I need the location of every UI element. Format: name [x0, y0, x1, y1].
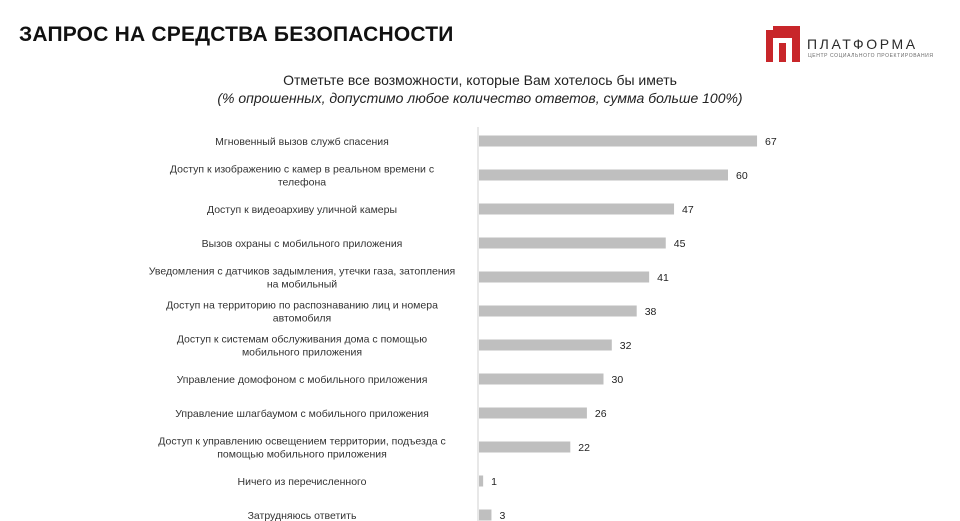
- category-label: Доступ к системам обслуживания дома с помощью: [176, 333, 428, 346]
- value-label: 3: [499, 510, 506, 521]
- category-label: Доступ к видеоархиву уличной камеры: [206, 204, 398, 216]
- category-label: Доступ к управлению освещением территории, подъезда с: [158, 435, 446, 448]
- bar: [479, 204, 674, 215]
- category-label: Управление домофоном с мобильного приложения: [176, 374, 428, 386]
- bar: [479, 510, 491, 521]
- value-label: 32: [619, 340, 632, 352]
- value-label: 45: [673, 238, 686, 250]
- category-label: Уведомления с датчиков задымления, утечки газа, затопления: [148, 265, 456, 278]
- category-label: Затрудняюсь ответить: [247, 510, 357, 521]
- value-label: 30: [611, 374, 624, 386]
- bar: [479, 306, 637, 317]
- category-label: автомобиля: [272, 312, 332, 325]
- bar: [479, 238, 666, 249]
- bar: [479, 340, 612, 351]
- category-label: мобильного приложения: [241, 346, 363, 359]
- value-label: 26: [594, 408, 607, 420]
- bar: [479, 136, 757, 147]
- logo-subtitle: ЦЕНТР СОЦИАЛЬНОГО ПРОЕКТИРОВАНИЯ: [808, 53, 934, 59]
- value-label: 38: [644, 306, 657, 318]
- value-label: 67: [765, 136, 777, 148]
- bar: [479, 442, 570, 453]
- category-label: на мобильный: [266, 278, 338, 291]
- logo-name: ПЛАТФОРМА: [807, 36, 918, 52]
- category-label: Доступ на территорию по распознаванию лиц и номера: [166, 299, 438, 312]
- category-label: помощью мобильного приложения: [217, 448, 387, 461]
- value-label: 22: [578, 442, 590, 454]
- category-label: Ничего из перечисленного: [237, 476, 367, 488]
- value-label: 41: [657, 272, 669, 284]
- value-label: 60: [736, 170, 748, 182]
- value-label: 1: [491, 476, 497, 488]
- bar: [479, 408, 587, 419]
- bar: [479, 476, 483, 487]
- category-label: Мгновенный вызов служб спасения: [215, 136, 389, 148]
- bar: [479, 170, 728, 181]
- category-label: Управление шлагбаумом с мобильного приложения: [175, 408, 429, 420]
- chart-title: Отметьте все возможности, которые Вам хотелось бы иметь: [283, 72, 677, 88]
- value-label: 47: [682, 204, 694, 216]
- bar: [479, 272, 649, 283]
- category-label: Доступ к изображению с камер в реальном времени с: [169, 163, 435, 176]
- bar: [479, 374, 604, 385]
- chart-subtitle: (% опрошенных, допустимо любое количество ответов, сумма больше 100%): [217, 90, 743, 106]
- category-label: Вызов охраны с мобильного приложения: [201, 238, 403, 250]
- page-title: ЗАПРОС НА СРЕДСТВА БЕЗОПАСНОСТИ: [19, 23, 454, 46]
- category-label: телефона: [277, 176, 327, 189]
